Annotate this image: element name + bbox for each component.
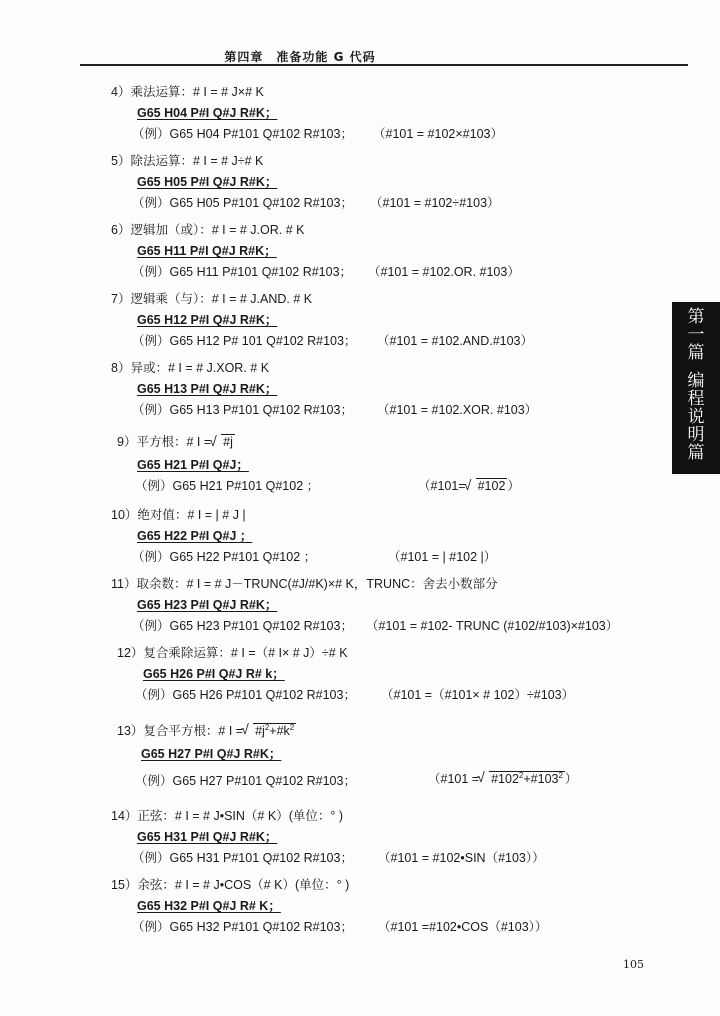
sqrt-symbol bbox=[243, 723, 296, 738]
example-result: （#101 = #102•SIN（#103）） bbox=[378, 851, 545, 865]
sqrt-symbol bbox=[479, 771, 565, 786]
operation-title bbox=[117, 721, 296, 739]
page-number: 105 bbox=[623, 958, 644, 971]
radicand-term: +#k bbox=[269, 724, 290, 738]
command-syntax: G65 H26 P#I Q#J R# k； bbox=[143, 667, 285, 681]
side-tab-char: 第 bbox=[687, 307, 705, 327]
example-result: （#101 = | #102 |） bbox=[388, 550, 497, 564]
example-result: （#101 =#102•COS（#103）） bbox=[378, 920, 548, 934]
operation-title: 4）乘法运算：# I = # J×# K bbox=[111, 85, 264, 99]
side-tab-char: 说 bbox=[687, 407, 705, 427]
side-tab-char: 程 bbox=[687, 389, 705, 409]
result-prefix: （#101= bbox=[418, 479, 466, 493]
example-result: （#101 =（#101× # 102）÷#103） bbox=[381, 688, 575, 702]
operation-title: 14）正弦：# I = # J•SIN（# K）(单位：° ) bbox=[111, 809, 343, 823]
result-prefix: （#101 = bbox=[428, 772, 480, 786]
result-suffix: ） bbox=[564, 772, 578, 786]
superscript: 2 bbox=[518, 770, 524, 780]
command-example: （例）G65 H22 P#101 Q#102 ； bbox=[132, 550, 317, 564]
example-result: （#101 = #102- TRUNC (#102/#103)×#103） bbox=[366, 619, 619, 633]
operation-title: 6）逻辑加（或）：# I = # J.OR. # K bbox=[111, 223, 305, 237]
command-example: （例）G65 H12 P# 101 Q#102 R#103； bbox=[132, 334, 357, 348]
command-example: （例）G65 H21 P#101 Q#102 ； bbox=[135, 479, 320, 493]
command-example: （例）G65 H31 P#101 Q#102 R#103； bbox=[132, 851, 353, 865]
operation-title bbox=[117, 432, 235, 450]
command-syntax: G65 H05 P#I Q#J R#K； bbox=[137, 175, 278, 189]
radicand-term: #102 bbox=[491, 772, 519, 786]
command-syntax: G65 H21 P#I Q#J； bbox=[137, 458, 249, 472]
command-syntax: G65 H23 P#I Q#J R#K； bbox=[137, 598, 278, 612]
radicand-term: #j bbox=[255, 724, 265, 738]
command-syntax: G65 H13 P#I Q#J R#K； bbox=[137, 382, 278, 396]
title-prefix: 13）复合平方根：# I = bbox=[117, 724, 244, 738]
side-tab-char: 篇 bbox=[687, 343, 705, 363]
superscript: 2 bbox=[289, 722, 295, 732]
operation-title: 8）异或：# I = # J.XOR. # K bbox=[111, 361, 270, 375]
command-example: （例）G65 H23 P#101 Q#102 R#103； bbox=[132, 619, 353, 633]
example-result: （#101 = #102.XOR. #103） bbox=[377, 403, 538, 417]
command-syntax: G65 H04 P#I Q#J R#K； bbox=[137, 106, 278, 120]
title-prefix: 9）平方根：# I = bbox=[117, 435, 212, 449]
sqrt-radicand bbox=[253, 723, 296, 738]
command-example: （例）G65 H26 P#101 Q#102 R#103； bbox=[135, 688, 356, 702]
example-result bbox=[428, 769, 577, 787]
command-syntax: G65 H27 P#I Q#J R#K； bbox=[141, 747, 282, 761]
header-rule bbox=[80, 64, 688, 66]
command-example: （例）G65 H05 P#101 Q#102 R#103； bbox=[132, 196, 353, 210]
command-syntax: G65 H12 P#I Q#J R#K； bbox=[137, 313, 278, 327]
operation-title: 11）取余数：# I = # J－TRUNC(#J/#K)×# K，TRUNC：舍去小数部分 bbox=[111, 577, 498, 591]
section-side-tab bbox=[672, 302, 720, 474]
sqrt-radicand bbox=[489, 771, 565, 786]
superscript: 2 bbox=[558, 770, 563, 780]
operation-title: 7）逻辑乘（与）：# I = # J.AND. # K bbox=[111, 292, 313, 306]
side-tab-char: 编 bbox=[687, 371, 705, 391]
side-tab-char: 明 bbox=[687, 425, 705, 445]
side-tab-char: 一 bbox=[687, 325, 705, 345]
result-suffix: ） bbox=[507, 479, 520, 493]
side-tab-char: 篇 bbox=[687, 443, 705, 463]
example-result: （#101 = #102÷#103） bbox=[370, 196, 500, 210]
sqrt-radicand: #102 bbox=[477, 479, 506, 493]
command-example: （例）G65 H27 P#101 Q#102 R#103； bbox=[135, 774, 356, 788]
page-header: 第四章 准备功能 G 代码 bbox=[224, 50, 376, 64]
command-syntax: G65 H31 P#I Q#J R#K； bbox=[137, 830, 278, 844]
operation-title: 12）复合乘除运算：# I =（# I× # J）÷# K bbox=[117, 646, 348, 660]
command-example: （例）G65 H32 P#101 Q#102 R#103； bbox=[132, 920, 353, 934]
command-syntax: G65 H11 P#I Q#J R#K； bbox=[137, 244, 277, 258]
sqrt-symbol bbox=[466, 479, 508, 493]
example-result: （#101 = #102.OR. #103） bbox=[368, 265, 520, 279]
command-example: （例）G65 H13 P#101 Q#102 R#103； bbox=[132, 403, 353, 417]
command-syntax: G65 H32 P#I Q#J R# K； bbox=[137, 899, 281, 913]
sqrt-radicand: #j bbox=[223, 435, 233, 449]
operation-title: 5）除法运算：# I = # J÷# K bbox=[111, 154, 264, 168]
command-syntax: G65 H22 P#I Q#J ； bbox=[137, 529, 253, 543]
command-example: （例）G65 H04 P#101 Q#102 R#103； bbox=[132, 127, 353, 141]
example-result: （#101 = #102.AND.#103） bbox=[377, 334, 534, 348]
example-result bbox=[418, 476, 520, 494]
superscript: 2 bbox=[264, 722, 270, 732]
sqrt-symbol bbox=[211, 435, 235, 449]
example-result: （#101 = #102×#103） bbox=[373, 127, 503, 141]
radicand-term: +#103 bbox=[523, 772, 559, 786]
operation-title: 15）余弦：# I = # J•COS（# K）(单位：° ) bbox=[111, 878, 350, 892]
command-example: （例）G65 H11 P#101 Q#102 R#103； bbox=[132, 265, 353, 279]
operation-title: 10）绝对值：# I = | # J | bbox=[111, 508, 246, 522]
